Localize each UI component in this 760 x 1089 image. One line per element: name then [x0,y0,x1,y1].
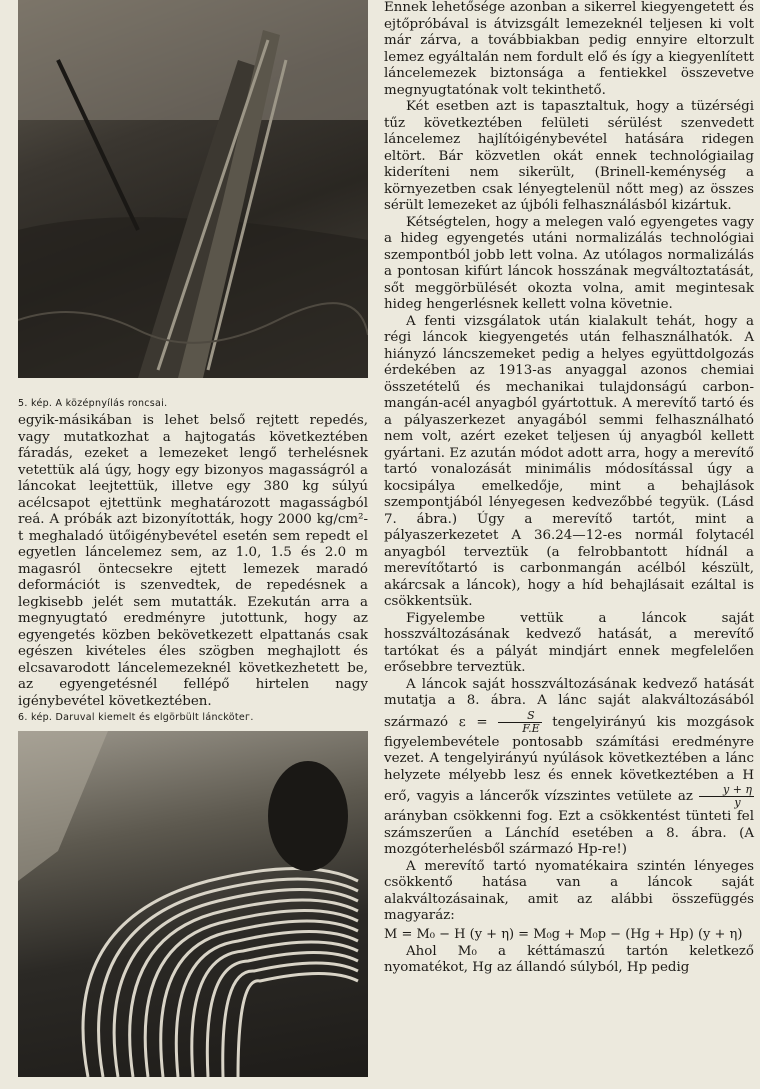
epsilon-denominator: F.E [522,721,540,735]
right-column [384,0,754,977]
right-paragraph-4: A fenti vizsgálatok után kialakult tehát, hogy a régi láncok kiegyengetés után felhasználhatók. A hiányzó láncszemeket pedig a helyes együttdolgozás érdekében az 1913-as anyaggal azonos chemiai összetételű és mechanikai tulajdonságú carbon-mangán-acél anyagból gyártottuk. A merevítő tartó és a pályaszerkezet anyagából semmi felhasználható nem volt, azért ezeket teljesen új anyagból kellett gyártani. Ez azután módot adott arra, hogy a merevítő tartó vonalozását minimális módosítással úgy a kocsipálya emelkedője, mint a behajlások szempontjából lényegesen kedvezőbbé tegyük. (Lásd 7. ábra.) Úgy a merevítő tartót, mint a pályaszerkezetet A 36.24—12-es normál folytacél anyagból terveztük (a felrobbantott hídnál a merevítőtartó is carbonmangán acélból készült, akárcsak a láncok), hogy a híd behajlásait ezáltal is csökkentsük. [384,313,754,609]
left-paragraph-1: egyik-másikában is lehet belső rejtett repedés, vagy mutatkozhat a hajtogatás következtében fáradás, ezeket a lemezeket lengő terhelésnek vetettük alá úgy, hogy egy bizonyos magasságról a láncokat leejtettük, illetve egy 380 kg súlyú acélcsapot ejtettünk meghatározott magasságból reá. A próbák azt bizonyították, hogy 2000 kg/cm²-t meghaladó ütőigénybevétel esetén sem repedt el egyetlen láncelemez sem, az 1.0, 1.5 és 2.0 m magasról öntecsekre ejtett lemezek maradó deformációt is szenvedtek, de repedésnek a legkisebb jelét sem mutatták. Ezekután arra a megnyugtató eredményre jutottunk, hogy az egyengetés közben bekövetkezett elpattanás csak egészen kivételes éles szögben meghajlott és elcsavarodott láncelemezeknél következhetett be, az egyengetésnél fellépő hirtelen nagy igénybevétel következtében. [18,413,368,709]
left-column [18,0,368,1077]
paragraph-6-text-b: tengelyirányú kis mozgások figyelembevétele pontosabb számítási eredményre vezet. A tengelyirányú nyúlások következtében a lánc helyzete mélyebb lesz és ennek következtében a H erő, vagyis a láncerők vízszintes vetülete az [384,714,754,804]
epsilon-fraction [498,710,541,735]
right-paragraph-8: Ahol M₀ a kéttámaszú tartón keletkező nyomatékot, Hg az állandó súlyból, Hp pedig [384,943,754,975]
ratio-denominator: y [734,796,741,809]
epsilon-lhs: ε = [458,714,488,730]
moment-formula: M = M₀ − H (y + η) = M₀g + M₀p − (Hg + Hp) (y + η) [384,926,743,942]
right-paragraph-3: Kétségtelen, hogy a melegen való egyengetes vagy a hideg egyengetés utáni normalizálás technológiai szempontból jobb lett volna. Az utólagos normalizálás a pontosan kifúrt láncok hosszának megváltoztatását, sőt meggörbülését okozta volna, amit megintesak hideg hengerlésnek kellett volna követnie. [384,214,754,312]
bridge-wreck-image [18,0,368,378]
right-paragraph-6 [384,677,754,859]
figure-5-photo [18,0,368,378]
figure-6-caption: 6. kép. Daruval kiemelt és elgörbült lánckötег. [18,712,254,723]
chain-bundle-image [18,731,368,1077]
right-paragraph-5: Figyelembe vettük a láncok saját hosszváltozásának kedvező hatását, a merevítő tartókat és a pályát mindjárt ennek megfelelően erősebbre terveztük. [384,610,754,675]
paragraph-6-text-c: arányban csökkenni fog. Ezt a csökkentést tünteti fel számszerűen a Lánchíd esetében a 8. ábra. (A mozgóterhelésből származó Hp-re!) [384,809,754,857]
ratio-fraction [699,784,754,809]
figure-5-caption: 5. kép. A középnyílás roncsai. [18,398,168,409]
ratio-numerator: y + η [699,784,754,797]
right-paragraph-7: A merevítő tartó nyomatékaira szintén lényeges csökkentő hatása van a láncok saját alakváltozásainak, amit az alábbi összefüggés magyaráz: [384,858,754,923]
right-paragraph-2: Két esetben azt is tapasztaltuk, hogy a tüzérségi tűz következtében felületi sérülést szenvedett láncelemez hajlítóigénybevétel hatására ridegen eltört. Bár közvetlen okát ennek technológiailag kideríteni nem sikerült, (Brinell-keménység a környezetben csak lényegtelenül nőtt meg) az összes sérült lemezeket az újbóli felhasználásból kizártuk. [384,99,754,213]
epsilon-numerator: S [498,710,541,723]
paragraph-6-text-a: A láncok saját hosszváltozásának kedvező hatását mutatja a 8. ábra. A lánc saját alakváltozásából származó [384,676,754,730]
figure-6-photo [18,731,368,1077]
right-paragraph-1: Ennek lehetősége azonban a sikerrel kiegyengetett és ejtőpróbával is átvizsgált lemezeknél teljesen ki volt már zárva, a továbbiakban pedig ennyire eltorzult lemez egyáltalán nem fordult elő és így a kiegyenlített láncelemezek biztonsága a fentiekkel összevetve megnyugtatónak volt tekinthető. [384,0,754,98]
